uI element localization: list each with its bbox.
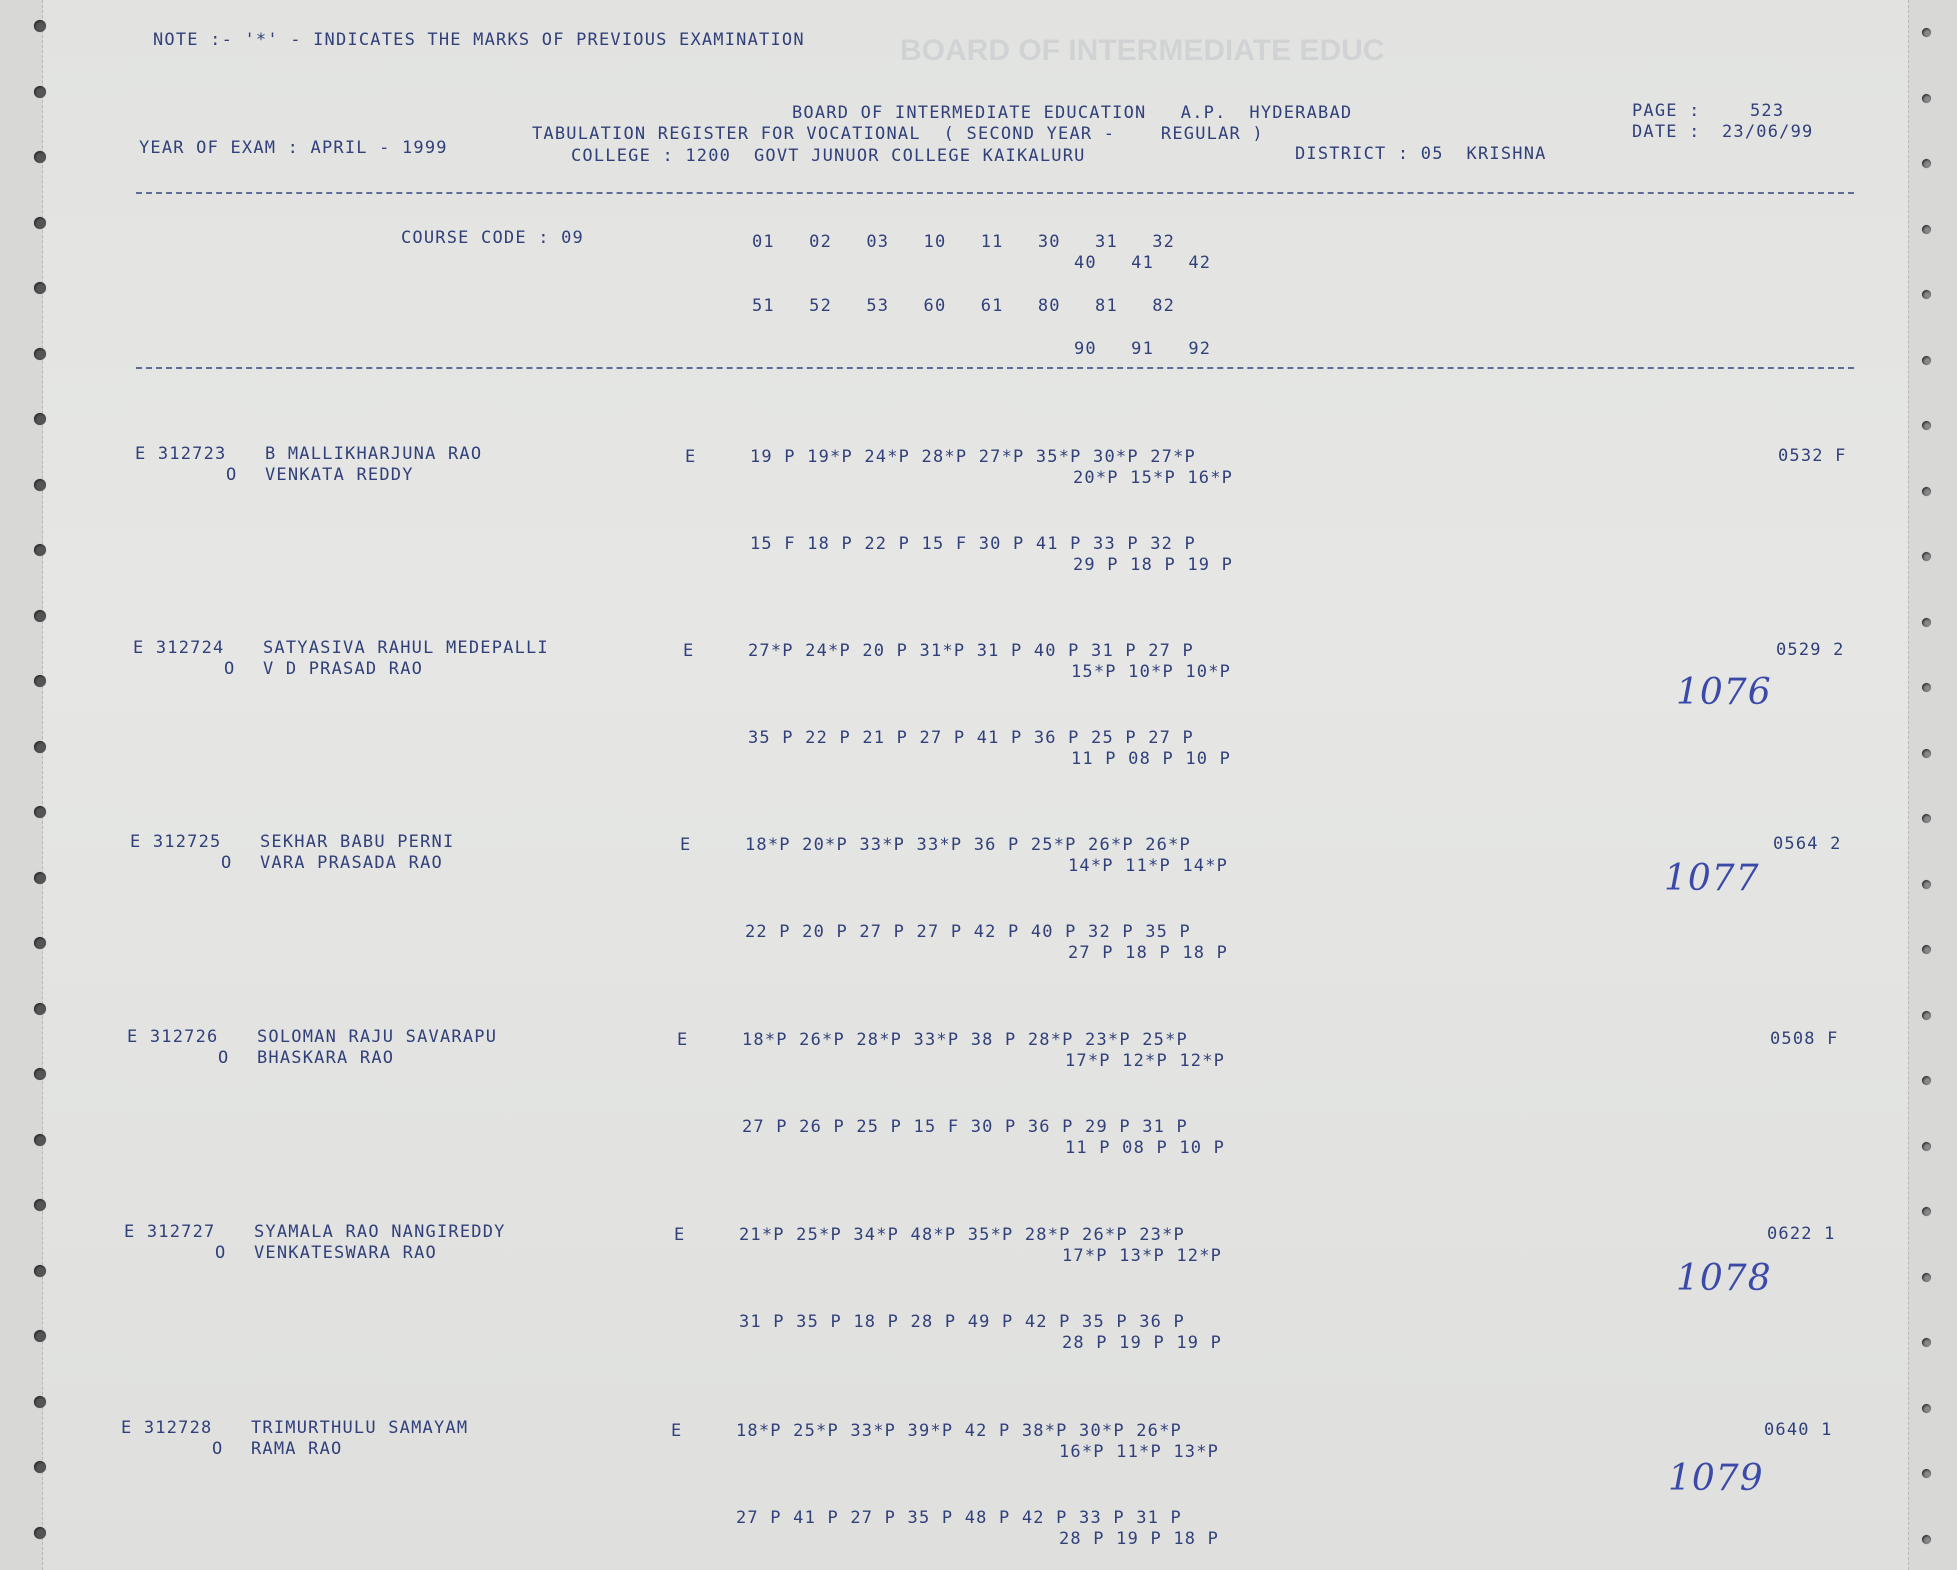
student-name: SOLOMAN RAJU SAVARAPU [257, 1027, 498, 1047]
sprocket-hole [34, 86, 46, 98]
sprocket-hole [34, 1265, 46, 1277]
student-id: E 312727 [124, 1222, 216, 1242]
sprocket-hole [1922, 1338, 1931, 1347]
total-result: 0640 1 [1764, 1420, 1833, 1440]
sprocket-hole [34, 1527, 46, 1539]
student-name: SATYASIVA RAHUL MEDEPALLI [263, 638, 549, 658]
marks-row1: 19 P 19*P 24*P 28*P 27*P 35*P 30*P 27*P [750, 447, 1196, 467]
marks-row2: 31 P 35 P 18 P 28 P 49 P 42 P 35 P 36 P [739, 1312, 1185, 1332]
sprocket-hole [1922, 421, 1931, 430]
student-flag: O [221, 853, 233, 873]
sprocket-hole [34, 675, 46, 687]
sprocket-hole [34, 610, 46, 622]
sprocket-hole [34, 348, 46, 360]
sprocket-hole [1922, 1404, 1931, 1413]
marks-row1: 18*P 20*P 33*P 33*P 36 P 25*P 26*P 26*P [745, 835, 1191, 855]
student-name: SEKHAR BABU PERNI [260, 832, 455, 852]
marks-row1b: 17*P 12*P 12*P [1065, 1051, 1226, 1071]
sprocket-hole [1922, 1076, 1931, 1085]
student-flag: O [215, 1243, 227, 1263]
sprocket-hole [1922, 1273, 1931, 1282]
sprocket-hole [34, 282, 46, 294]
total-result: 0622 1 [1767, 1224, 1836, 1244]
student-name: SYAMALA RAO NANGIREDDY [254, 1222, 506, 1242]
student-name: B MALLIKHARJUNA RAO [265, 444, 483, 464]
course-codes-row1b: 40 41 42 [1074, 253, 1212, 273]
marks-row1b: 16*P 11*P 13*P [1059, 1442, 1220, 1462]
date-label: DATE : [1632, 122, 1701, 142]
course-codes-row2: 51 52 53 60 61 80 81 82 [752, 296, 1176, 316]
course-codes-row3: 90 91 92 [1074, 339, 1212, 359]
total-result: 0532 F [1778, 446, 1847, 466]
total-result: 0564 2 [1773, 834, 1842, 854]
marks-row2: 27 P 26 P 25 P 15 F 30 P 36 P 29 P 31 P [742, 1117, 1188, 1137]
handwritten-number: 1077 [1664, 858, 1760, 899]
marks-row2: 15 F 18 P 22 P 15 F 30 P 41 P 33 P 32 P [750, 534, 1196, 554]
sprocket-hole [1922, 814, 1931, 823]
handwritten-number: 1078 [1676, 1258, 1772, 1299]
year-of-exam: YEAR OF EXAM : APRIL - 1999 [139, 138, 448, 158]
header-divider-bottom [136, 367, 1854, 369]
sprocket-hole [34, 20, 46, 32]
sprocket-hole [1922, 356, 1931, 365]
sprocket-hole [1922, 487, 1931, 496]
sprocket-hole [1922, 552, 1931, 561]
sprocket-hole [34, 1003, 46, 1015]
sprocket-hole [1922, 1535, 1931, 1544]
sprocket-hole [34, 151, 46, 163]
student-id: E 312723 [135, 444, 227, 464]
sprocket-hole [1922, 1469, 1931, 1478]
header-divider-top [136, 192, 1854, 194]
marks-row1b: 14*P 11*P 14*P [1068, 856, 1229, 876]
sprocket-hole [1922, 618, 1931, 627]
course-codes-row1: 01 02 03 10 11 30 31 32 [752, 232, 1176, 252]
student-id: E 312724 [133, 638, 225, 658]
sprocket-hole [34, 544, 46, 556]
sprocket-hole [34, 806, 46, 818]
student-flag: O [212, 1439, 224, 1459]
medium: E [674, 1225, 686, 1245]
father-name: V D PRASAD RAO [263, 659, 424, 679]
sprocket-hole [1922, 94, 1931, 103]
sprocket-hole [34, 1461, 46, 1473]
marks-row1b: 15*P 10*P 10*P [1071, 662, 1232, 682]
marks-row2: 27 P 41 P 27 P 35 P 48 P 42 P 33 P 31 P [736, 1508, 1182, 1528]
sprocket-hole [1922, 1207, 1931, 1216]
student-name: TRIMURTHULU SAMAYAM [251, 1418, 469, 1438]
father-name: BHASKARA RAO [257, 1048, 395, 1068]
register-title: TABULATION REGISTER FOR VOCATIONAL ( SECOND YEAR - REGULAR ) [532, 124, 1264, 144]
sprocket-hole [1922, 749, 1931, 758]
sprocket-hole [34, 937, 46, 949]
marks-row2b: 29 P 18 P 19 P [1073, 555, 1234, 575]
sprocket-hole [34, 1330, 46, 1342]
medium: E [677, 1030, 689, 1050]
student-id: E 312728 [121, 1418, 213, 1438]
marks-row2: 22 P 20 P 27 P 27 P 42 P 40 P 32 P 35 P [745, 922, 1191, 942]
marks-row2b: 11 P 08 P 10 P [1065, 1138, 1226, 1158]
sprocket-hole [34, 1134, 46, 1146]
right-tractor-strip [1908, 0, 1957, 1570]
sprocket-hole [34, 1396, 46, 1408]
student-flag: O [224, 659, 236, 679]
sprocket-hole [1922, 159, 1931, 168]
father-name: VENKATA REDDY [265, 465, 414, 485]
date-value: 23/06/99 [1722, 122, 1814, 142]
marks-row2b: 28 P 19 P 18 P [1059, 1529, 1220, 1549]
medium: E [683, 641, 695, 661]
show-through-text: BOARD OF INTERMEDIATE EDUC [900, 34, 1385, 67]
district-line: DISTRICT : 05 KRISHNA [1295, 144, 1547, 164]
marks-row2b: 28 P 19 P 19 P [1062, 1333, 1223, 1353]
marks-row1: 21*P 25*P 34*P 48*P 35*P 28*P 26*P 23*P [739, 1225, 1185, 1245]
sprocket-hole [1922, 28, 1931, 37]
sprocket-hole [1922, 1142, 1931, 1151]
note-line: NOTE :- '*' - INDICATES THE MARKS OF PREVIOUS EXAMINATION [153, 30, 805, 50]
total-result: 0529 2 [1776, 640, 1845, 660]
sprocket-hole [34, 413, 46, 425]
sprocket-hole [34, 217, 46, 229]
handwritten-number: 1079 [1668, 1458, 1764, 1499]
course-code: COURSE CODE : 09 [401, 228, 584, 248]
sprocket-hole [34, 1199, 46, 1211]
handwritten-number: 1076 [1676, 672, 1772, 713]
marks-row2b: 27 P 18 P 18 P [1068, 943, 1229, 963]
sprocket-hole [1922, 225, 1931, 234]
student-flag: O [218, 1048, 230, 1068]
student-id: E 312725 [130, 832, 222, 852]
sprocket-hole [34, 741, 46, 753]
father-name: RAMA RAO [251, 1439, 343, 1459]
sprocket-hole [1922, 290, 1931, 299]
medium: E [680, 835, 692, 855]
student-id: E 312726 [127, 1027, 219, 1047]
father-name: VARA PRASADA RAO [260, 853, 443, 873]
total-result: 0508 F [1770, 1029, 1839, 1049]
marks-row1b: 20*P 15*P 16*P [1073, 468, 1234, 488]
marks-row1: 18*P 25*P 33*P 39*P 42 P 38*P 30*P 26*P [736, 1421, 1182, 1441]
sprocket-hole [34, 872, 46, 884]
board-title: BOARD OF INTERMEDIATE EDUCATION A.P. HYDERABAD [792, 103, 1353, 123]
father-name: VENKATESWARA RAO [254, 1243, 437, 1263]
marks-row1: 27*P 24*P 20 P 31*P 31 P 40 P 31 P 27 P [748, 641, 1194, 661]
medium: E [685, 447, 697, 467]
page-number: 523 [1750, 101, 1785, 121]
marks-row2: 35 P 22 P 21 P 27 P 41 P 36 P 25 P 27 P [748, 728, 1194, 748]
sprocket-hole [1922, 683, 1931, 692]
sprocket-hole [34, 1068, 46, 1080]
sprocket-hole [1922, 1011, 1931, 1020]
student-flag: O [226, 465, 238, 485]
page-label: PAGE : [1632, 101, 1701, 121]
sprocket-hole [34, 479, 46, 491]
marks-row2b: 11 P 08 P 10 P [1071, 749, 1232, 769]
sprocket-hole [1922, 880, 1931, 889]
medium: E [671, 1421, 683, 1441]
sprocket-hole [1922, 945, 1931, 954]
marks-row1: 18*P 26*P 28*P 33*P 38 P 28*P 23*P 25*P [742, 1030, 1188, 1050]
college-line: COLLEGE : 1200 GOVT JUNUOR COLLEGE KAIKALURU [571, 146, 1086, 166]
marks-row1b: 17*P 13*P 12*P [1062, 1246, 1223, 1266]
